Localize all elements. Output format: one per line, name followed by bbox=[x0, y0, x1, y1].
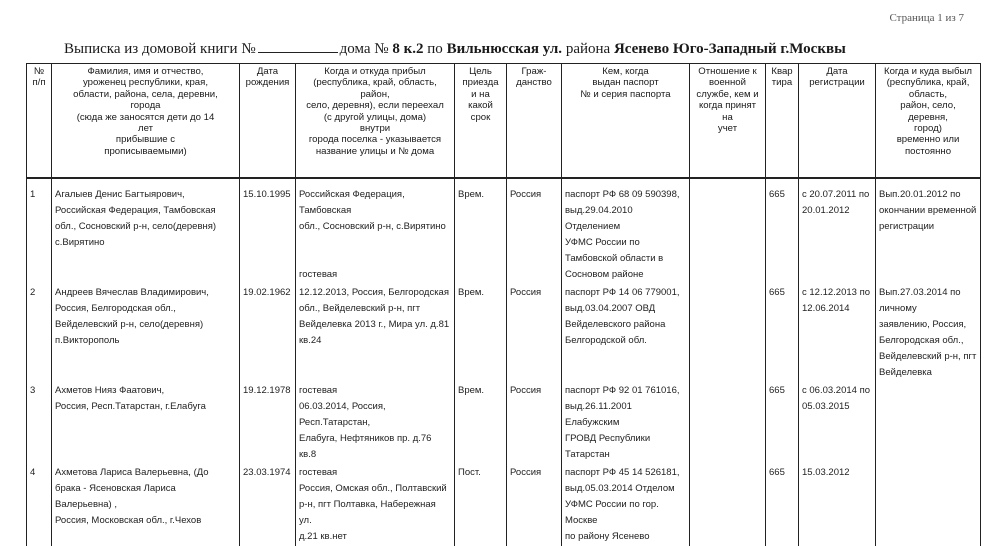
header-military: Отношение к военной службе, кем и когда принят на учет bbox=[690, 64, 766, 179]
cell-number: 3 bbox=[27, 382, 52, 464]
title-house-number: 8 к.2 bbox=[392, 41, 424, 57]
table-header-row bbox=[27, 64, 981, 179]
header-number: № п/п bbox=[27, 64, 52, 179]
header-birth-date: Дата рождения bbox=[240, 64, 296, 179]
cell-departure bbox=[876, 464, 981, 546]
cell-passport: паспорт РФ 14 06 779001, выд.03.04.2007 ОВД Вейделевского района Белгородской обл. bbox=[562, 284, 690, 382]
cell-number: 4 bbox=[27, 464, 52, 546]
cell-departure bbox=[876, 382, 981, 464]
cell-departure: Вып.27.03.2014 по личному заявлению, Россия, Белгородская обл., Вейделевский р-н, пгт Вейделевка bbox=[876, 284, 981, 382]
cell-registration-date: 15.03.2012 bbox=[799, 464, 876, 546]
cell-citizenship: Россия bbox=[507, 382, 562, 464]
cell-name: Андреев Вячеслав Владимирович, Россия, Белгородская обл., Вейделевский р-н, село(деревня) п.Викторополь bbox=[52, 284, 240, 382]
cell-citizenship: Россия bbox=[507, 284, 562, 382]
cell-apartment: 665 bbox=[766, 284, 799, 382]
cell-military bbox=[690, 464, 766, 546]
cell-name: Ахметова Лариса Валерьевна, (До брака - Ясеновская Лариса Валерьевна) , Россия, Московская обл., г.Чехов bbox=[52, 464, 240, 546]
header-arrival: Когда и откуда прибыл (республика, край, область, район, село, деревня), если переехал (с другой улицы, дома) внутри города поселка - указывается название улицы и № дома bbox=[296, 64, 455, 179]
cell-registration-date: с 12.12.2013 по 12.06.2014 bbox=[799, 284, 876, 382]
header-passport: Кем, когда выдан паспорт № и серия паспорта bbox=[562, 64, 690, 179]
cell-birth-date: 19.02.1962 bbox=[240, 284, 296, 382]
cell-apartment: 665 bbox=[766, 382, 799, 464]
cell-departure: Вып.20.01.2012 по окончании временной регистрации bbox=[876, 178, 981, 284]
cell-purpose: Врем. bbox=[455, 284, 507, 382]
title-blank-line bbox=[258, 40, 338, 53]
header-departure: Когда и куда выбыл (республика, край, область, район, село, деревня, город) временно или постоянно bbox=[876, 64, 981, 179]
cell-citizenship: Россия bbox=[507, 178, 562, 284]
table-row bbox=[27, 178, 981, 284]
cell-military bbox=[690, 178, 766, 284]
cell-passport: паспорт РФ 92 01 761016, выд.26.11.2001 Елабужским ГРОВД Республики Татарстан bbox=[562, 382, 690, 464]
cell-number: 2 bbox=[27, 284, 52, 382]
document-title bbox=[64, 40, 964, 58]
cell-purpose: Пост. bbox=[455, 464, 507, 546]
page-number: Страница 1 из 7 bbox=[889, 12, 964, 24]
title-district: Ясенево Юго-Западный г.Москвы bbox=[613, 41, 846, 57]
cell-military bbox=[690, 382, 766, 464]
title-house: дома № bbox=[339, 41, 389, 57]
cell-birth-date: 19.12.1978 bbox=[240, 382, 296, 464]
cell-registration-date: с 20.07.2011 по 20.01.2012 bbox=[799, 178, 876, 284]
cell-purpose: Врем. bbox=[455, 178, 507, 284]
cell-passport: паспорт РФ 68 09 590398, выд.29.04.2010 Отделением УФМС России по Тамбовской области в Сосновом районе bbox=[562, 178, 690, 284]
cell-registration-date: с 06.03.2014 по 05.03.2015 bbox=[799, 382, 876, 464]
cell-birth-date: 23.03.1974 bbox=[240, 464, 296, 546]
table-row bbox=[27, 464, 981, 546]
cell-name: Агалыев Денис Багтыярович, Российская Федерация, Тамбовская обл., Сосновский р-н, село(деревня) с.Вирятино bbox=[52, 178, 240, 284]
cell-purpose: Врем. bbox=[455, 382, 507, 464]
cell-arrival: гостевая 06.03.2014, Россия, Респ.Татарстан, Елабуга, Нефтяников пр. д.76 кв.8 bbox=[296, 382, 455, 464]
title-street: Вильнюсская ул. bbox=[446, 41, 563, 57]
header-apartment: Квар тира bbox=[766, 64, 799, 179]
header-name: Фамилия, имя и отчество, уроженец республики, края, области, района, села, деревни, города (сюда же заносятся дети до 14 лет прибывшие с прописываемыми) bbox=[52, 64, 240, 179]
cell-number: 1 bbox=[27, 178, 52, 284]
title-district-word: района bbox=[565, 41, 611, 57]
cell-citizenship: Россия bbox=[507, 464, 562, 546]
cell-name: Ахметов Нияз Фаатович, Россия, Респ.Татарстан, г.Елабуга bbox=[52, 382, 240, 464]
cell-arrival: Российская Федерация, Тамбовская обл., Сосновский р-н, с.Вирятино гостевая bbox=[296, 178, 455, 284]
cell-apartment: 665 bbox=[766, 464, 799, 546]
header-citizenship: Граж- данство bbox=[507, 64, 562, 179]
cell-birth-date: 15.10.1995 bbox=[240, 178, 296, 284]
header-registration-date: Дата регистрации bbox=[799, 64, 876, 179]
title-on: по bbox=[427, 41, 443, 57]
house-register-table bbox=[26, 63, 981, 546]
cell-arrival: гостевая Россия, Омская обл., Полтавский р-н, пгт Полтавка, Набережная ул. д.21 кв.нет bbox=[296, 464, 455, 546]
table-row bbox=[27, 382, 981, 464]
title-prefix: Выписка из домовой книги № bbox=[64, 41, 256, 57]
cell-apartment: 665 bbox=[766, 178, 799, 284]
table-row bbox=[27, 284, 981, 382]
header-purpose: Цель приезда и на какой срок bbox=[455, 64, 507, 179]
cell-military bbox=[690, 284, 766, 382]
cell-passport: паспорт РФ 45 14 526181, выд.05.03.2014 Отделом УФМС России по гор. Москве по району Ясенево bbox=[562, 464, 690, 546]
cell-arrival: 12.12.2013, Россия, Белгородская обл., Вейделевский р-н, пгт Вейделевка 2013 г., Мира ул. д.81 кв.24 bbox=[296, 284, 455, 382]
